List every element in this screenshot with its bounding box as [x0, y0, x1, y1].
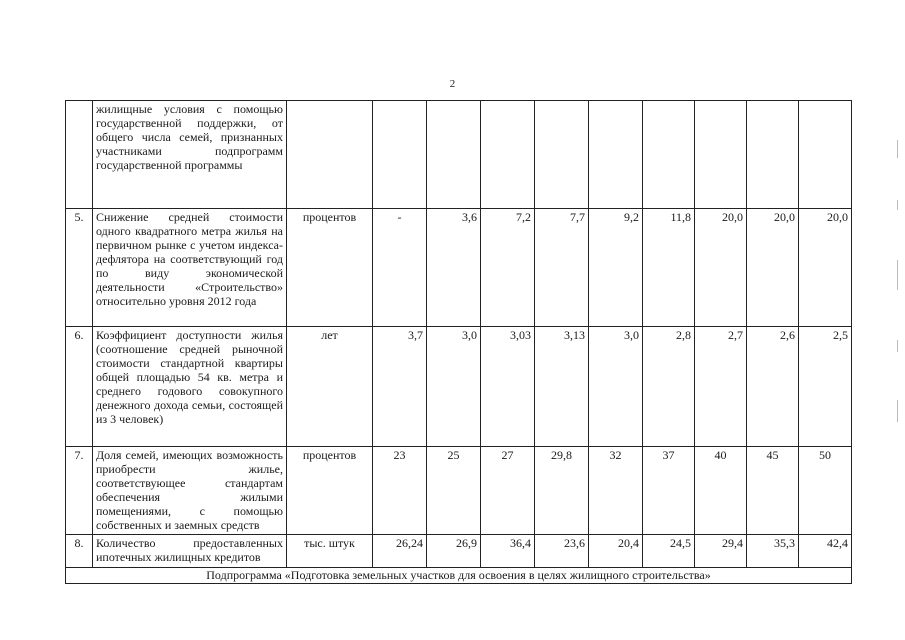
- value-cell: 23: [373, 447, 427, 535]
- subprogram-row: [66, 568, 852, 584]
- value-cell: [747, 101, 799, 209]
- indicator-description: жилищные условия с помощью государственной поддержки, от общего числа семей, признанных участниками подпрограмм государственной программы: [93, 101, 287, 209]
- value-cell: 32: [589, 447, 643, 535]
- unit-cell: процентов: [287, 209, 373, 327]
- value-cell: 45: [747, 447, 799, 535]
- value-cell: 2,7: [695, 327, 747, 447]
- row-number: 7.: [66, 447, 93, 535]
- value-cell: 23,6: [535, 535, 589, 568]
- value-cell: 20,0: [695, 209, 747, 327]
- value-cell: 3,03: [481, 327, 535, 447]
- value-cell: 26,24: [373, 535, 427, 568]
- value-cell: 2,8: [643, 327, 695, 447]
- indicator-description: Коэффициент доступности жилья (соотношение средней рыночной стоимости стандартной квартиры общей площадью 54 кв. метра и среднего годового совокупного денежного дохода семьи, состоящей из 3 человек): [93, 327, 287, 447]
- value-cell: 3,0: [427, 327, 481, 447]
- value-cell: 27: [481, 447, 535, 535]
- table-row: [66, 535, 852, 568]
- indicators-table: [65, 100, 852, 584]
- table-row: [66, 327, 852, 447]
- unit-cell: [287, 101, 373, 209]
- subprogram-title: Подпрограмма «Подготовка земельных участков для освоения в целях жилищного строительства»: [66, 568, 852, 584]
- value-cell: 3,0: [589, 327, 643, 447]
- value-cell: 3,7: [373, 327, 427, 447]
- row-number: 6.: [66, 327, 93, 447]
- value-cell: 2,5: [799, 327, 852, 447]
- value-cell: [535, 101, 589, 209]
- value-cell: 40: [695, 447, 747, 535]
- value-cell: 29,8: [535, 447, 589, 535]
- value-cell: 7,7: [535, 209, 589, 327]
- value-cell: 29,4: [695, 535, 747, 568]
- value-cell: 20,0: [747, 209, 799, 327]
- value-cell: 25: [427, 447, 481, 535]
- table-row: [66, 101, 852, 209]
- row-number: [66, 101, 93, 209]
- value-cell: 3,6: [427, 209, 481, 327]
- indicator-description: Количество предоставленных ипотечных жилищных кредитов: [93, 535, 287, 568]
- unit-cell: тыс. штук: [287, 535, 373, 568]
- value-cell: [373, 101, 427, 209]
- table-row: [66, 447, 852, 535]
- value-cell: 50: [799, 447, 852, 535]
- indicator-description: Снижение средней стоимости одного квадратного метра жилья на первичном рынке с учетом индекса-дефлятора на соответствующий год по виду экономической деятельности «Строительство» относительно уровня 2012 года: [93, 209, 287, 327]
- row-number: 5.: [66, 209, 93, 327]
- indicator-description: Доля семей, имеющих возможность приобрести жилье, соответствующее стандартам обеспечения жилыми помещениями, с помощью собственных и заемных средств: [93, 447, 287, 535]
- value-cell: [481, 101, 535, 209]
- scan-artifact: [895, 140, 901, 470]
- value-cell: 3,13: [535, 327, 589, 447]
- unit-cell: лет: [287, 327, 373, 447]
- value-cell: [799, 101, 852, 209]
- value-cell: 26,9: [427, 535, 481, 568]
- value-cell: 36,4: [481, 535, 535, 568]
- page-number: 2: [449, 78, 456, 90]
- value-cell: 9,2: [589, 209, 643, 327]
- value-cell: -: [373, 209, 427, 327]
- table-row: [66, 209, 852, 327]
- value-cell: [643, 101, 695, 209]
- value-cell: [589, 101, 643, 209]
- value-cell: [695, 101, 747, 209]
- value-cell: 35,3: [747, 535, 799, 568]
- value-cell: 20,0: [799, 209, 852, 327]
- unit-cell: процентов: [287, 447, 373, 535]
- value-cell: 20,4: [589, 535, 643, 568]
- value-cell: 11,8: [643, 209, 695, 327]
- value-cell: 2,6: [747, 327, 799, 447]
- value-cell: 24,5: [643, 535, 695, 568]
- value-cell: 42,4: [799, 535, 852, 568]
- value-cell: 37: [643, 447, 695, 535]
- row-number: 8.: [66, 535, 93, 568]
- value-cell: [427, 101, 481, 209]
- value-cell: 7,2: [481, 209, 535, 327]
